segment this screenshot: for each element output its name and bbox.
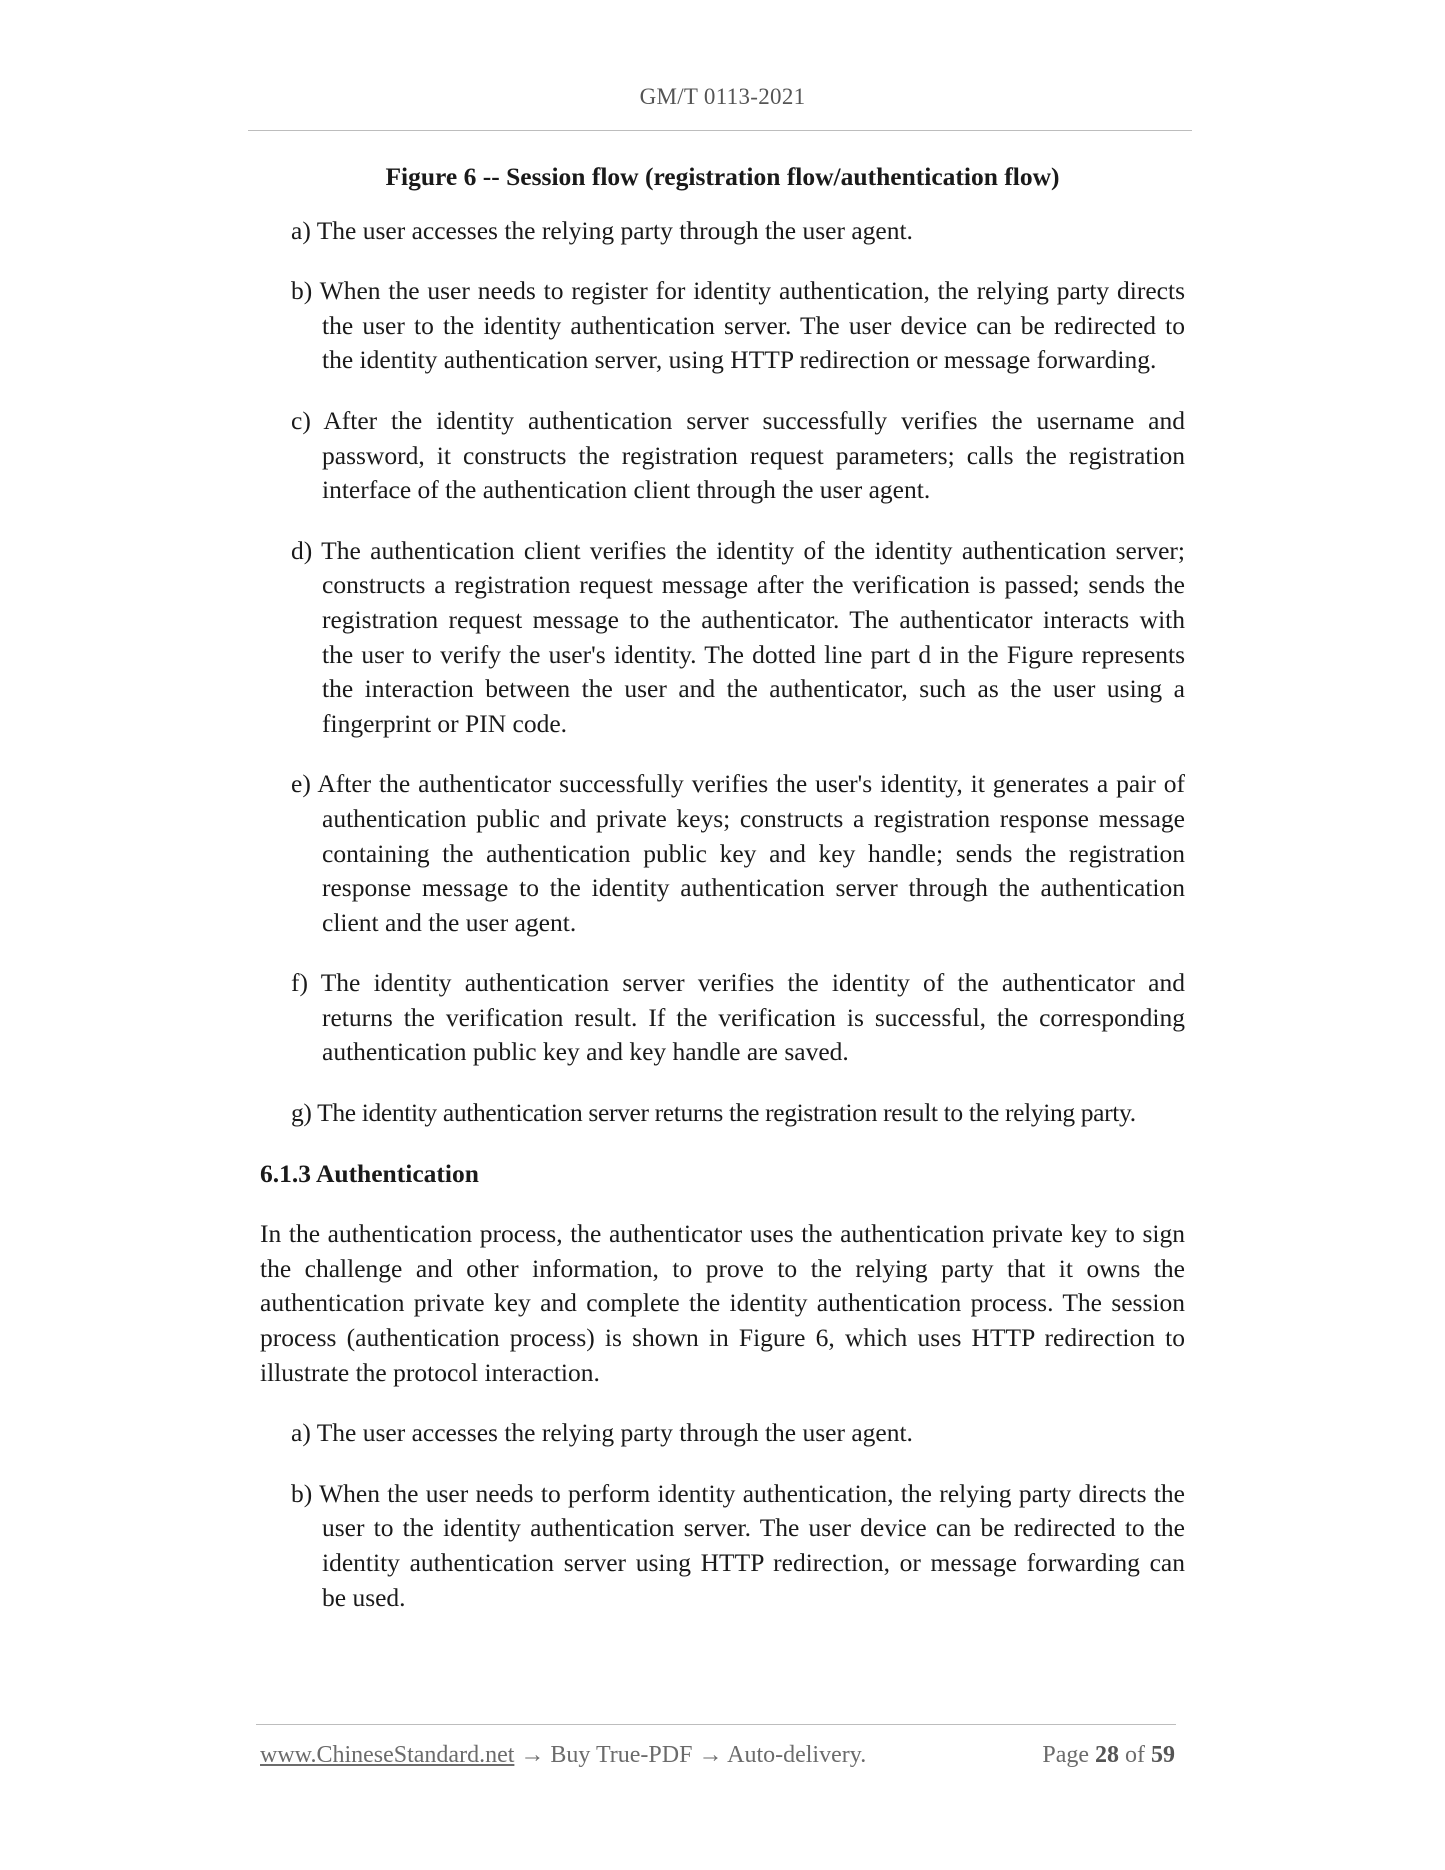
page-indicator (1042, 1742, 1175, 1769)
authentication-steps-list (260, 1416, 1185, 1615)
header-divider (248, 130, 1192, 131)
registration-steps-list (260, 214, 1185, 1131)
registration-step-b: b) When the user needs to register for identity authentication, the relying party directs the user to the identity authentication server. The user device can be redirected to the identity authentication server, using HTTP redirection or message forwarding. (291, 276, 1185, 375)
chinesestandard-link[interactable]: www.ChineseStandard.net (260, 1742, 515, 1768)
section-intro-paragraph: In the authentication process, the authenticator uses the authentication private key to sign the challenge and other information, to prove to the relying party that it owns the authentication private key and complete the identity authentication process. The session process (authentication process) is shown in Figure 6, which uses HTTP redirection to illustrate the protocol interaction. (260, 1219, 1185, 1387)
registration-step-e: e) After the authenticator successfully verifies the user's identity, it generates a pair of authentication public and private keys; constructs a registration response message containing the authentication public key and key handle; sends the registration response message to the identity authentication server through the authentication client and the user agent. (291, 769, 1185, 937)
of-label: of (1125, 1742, 1145, 1768)
figure-caption: Figure 6 -- Session flow (registration flow/authentication flow) (385, 162, 1060, 191)
registration-step-g: g) The identity authentication server returns the registration result to the relying party. (291, 1098, 1136, 1128)
registration-step-d: d) The authentication client verifies the identity of the identity authentication server; constructs a registration request message after the verification is passed; sends the registration request message to the authenticator. The authenticator interacts with the user to verify the user's identity. The dotted line part d in the Figure represents the interaction between the user and the authenticator, such as the user using a fingerprint or PIN code. (291, 535, 1185, 738)
authentication-step-b: b) When the user needs to perform identity authentication, the relying party directs the user to the identity authentication server. The user device can be redirected to the identity authentication server using HTTP redirection, or message forwarding can be used. (291, 1478, 1185, 1612)
footer-promo (260, 1742, 866, 1769)
registration-step-f: f) The identity authentication server verifies the identity of the authenticator and returns the verification result. If the verification is successful, the corresponding authentication public key and key handle are saved. (291, 968, 1185, 1067)
total-pages-number: 59 (1151, 1742, 1175, 1768)
authentication-step-a: a) The user accesses the relying party through the user agent. (291, 1418, 913, 1448)
registration-step-c: c) After the identity authentication server successfully verifies the username and password, it constructs the registration request parameters; calls the registration interface of the authentication client through the user agent. (291, 405, 1185, 505)
running-header: GM/T 0113-2021 (639, 84, 806, 109)
current-page-number: 28 (1095, 1742, 1119, 1768)
footer-divider (256, 1724, 1176, 1725)
page-body (260, 160, 1185, 1641)
page-label: Page (1042, 1742, 1089, 1768)
section-heading: 6.1.3 Authentication (260, 1158, 479, 1188)
registration-step-a: a) The user accesses the relying party through the user agent. (291, 215, 913, 245)
footer-promo-text: → Buy True-PDF → Auto-delivery. (514, 1742, 867, 1768)
